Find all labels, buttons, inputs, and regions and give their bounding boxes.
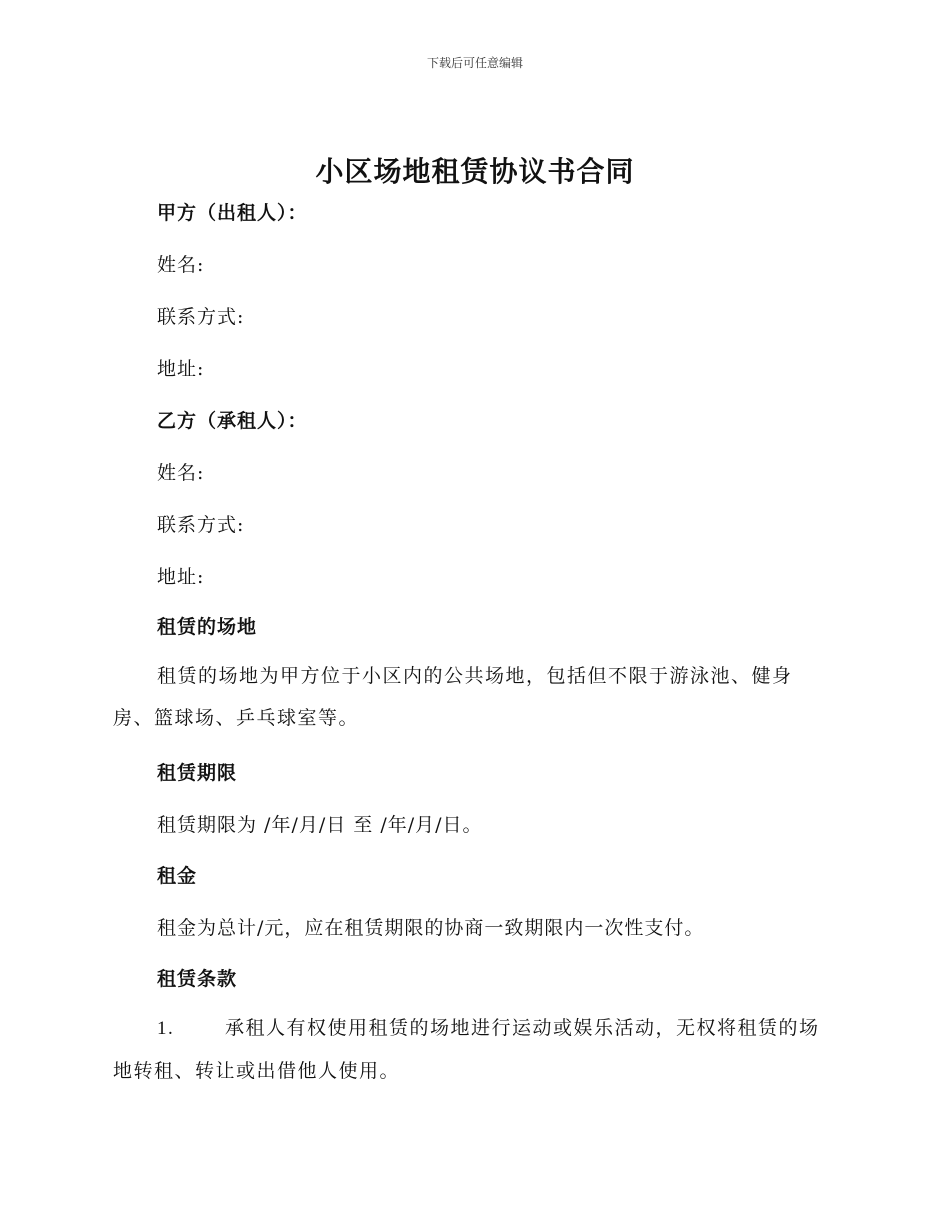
venue-paragraph: 租赁的场地为甲方位于小区内的公共场地，包括但不限于游泳池、健身房、篮球场、乒乓球室等。 <box>113 665 793 729</box>
party-b-name-label: 姓名: <box>157 462 205 484</box>
header-note: 下载后可任意编辑 <box>426 56 523 70</box>
term-heading: 租赁期限 <box>157 762 238 784</box>
party-a-address-label: 地址: <box>157 358 205 380</box>
term-paragraph: 租赁期限为 /年/月/日 至 /年/月/日。 <box>157 814 483 836</box>
party-b-heading: 乙方（承租人）： <box>157 410 308 432</box>
party-a-heading: 甲方（出租人）： <box>157 202 308 224</box>
party-a-name-label: 姓名: <box>157 254 205 276</box>
venue-heading: 租赁的场地 <box>157 616 258 638</box>
rent-heading: 租金 <box>157 865 198 887</box>
clause-1-text: 承租人有权使用租赁的场地进行运动或娱乐活动，无权将租赁的场地转租、转让或出借他人使用。 <box>113 1017 820 1082</box>
terms-heading: 租赁条款 <box>157 968 238 990</box>
document-title: 小区场地租赁协议书合同 <box>315 155 635 188</box>
party-b-address-label: 地址: <box>157 566 205 588</box>
clause-1 <box>113 1007 833 1092</box>
party-b-contact-label: 联系方式: <box>157 514 245 536</box>
party-a-contact-label: 联系方式: <box>157 306 245 328</box>
clause-1-number: 1. <box>157 1018 175 1039</box>
rent-paragraph: 租金为总计/元，应在租赁期限的协商一致期限内一次性支付。 <box>157 917 705 939</box>
